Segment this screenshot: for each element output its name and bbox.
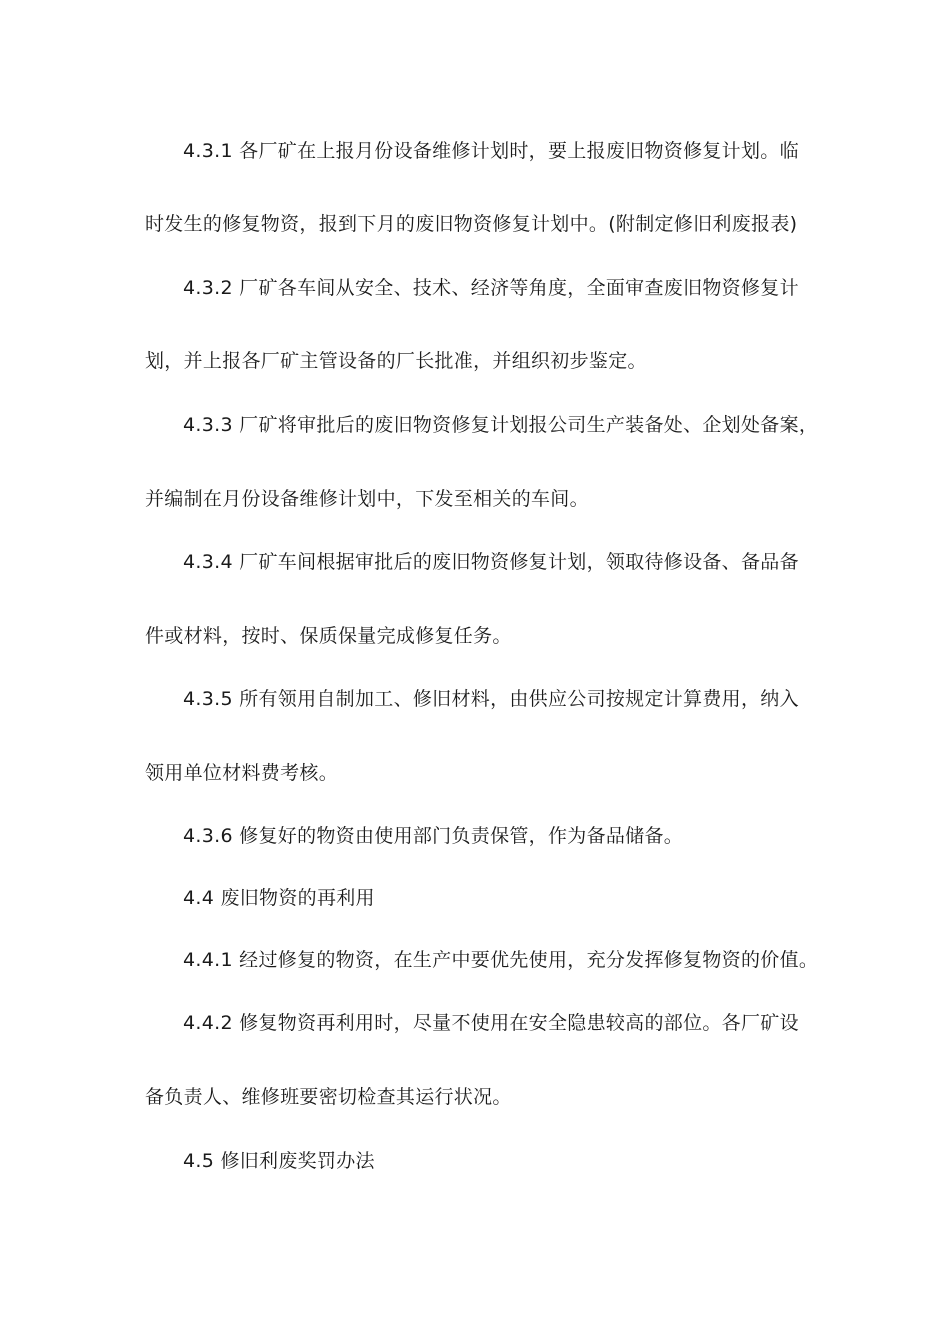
paragraph-4-3-4-line-1: 4.3.4 厂矿车间根据审批后的废旧物资修复计划，领取待修设备、备品备 <box>183 551 799 573</box>
paragraph-4-3-3-line-2: 并编制在月份设备维修计划中，下发至相关的车间。 <box>145 488 589 510</box>
paragraph-4-4-2-line-1: 4.4.2 修复物资再利用时，尽量不使用在安全隐患较高的部位。各厂矿设 <box>183 1012 799 1034</box>
paragraph-4-3-6: 4.3.6 修复好的物资由使用部门负责保管，作为备品储备。 <box>183 825 684 847</box>
paragraph-4-3-1-line-1: 4.3.1 各厂矿在上报月份设备维修计划时，要上报废旧物资修复计划。临 <box>183 140 799 162</box>
paragraph-4-3-5-line-2: 领用单位材料费考核。 <box>145 762 339 784</box>
paragraph-4-3-2-line-1: 4.3.2 厂矿各车间从安全、技术、经济等角度，全面审查废旧物资修复计 <box>183 277 799 299</box>
paragraph-4-3-2-line-2: 划，并上报各厂矿主管设备的厂长批准，并组织初步鉴定。 <box>145 350 647 372</box>
paragraph-4-3-3-line-1: 4.3.3 厂矿将审批后的废旧物资修复计划报公司生产装备处、企划处备案， <box>183 414 819 436</box>
paragraph-4-3-5-line-1: 4.3.5 所有领用自制加工、修旧材料，由供应公司按规定计算费用，纳入 <box>183 688 799 710</box>
section-heading-4-4: 4.4 废旧物资的再利用 <box>183 887 375 909</box>
paragraph-4-3-1-line-2: 时发生的修复物资，报到下月的废旧物资修复计划中。(附制定修旧利废报表) <box>145 213 798 235</box>
paragraph-4-3-4-line-2: 件或材料，按时、保质保量完成修复任务。 <box>145 625 512 647</box>
paragraph-4-4-1: 4.4.1 经过修复的物资，在生产中要优先使用，充分发挥修复物资的价值。 <box>183 949 819 971</box>
paragraph-4-4-2-line-2: 备负责人、维修班要密切检查其运行状况。 <box>145 1086 512 1108</box>
section-heading-4-5: 4.5 修旧利废奖罚办法 <box>183 1150 375 1172</box>
